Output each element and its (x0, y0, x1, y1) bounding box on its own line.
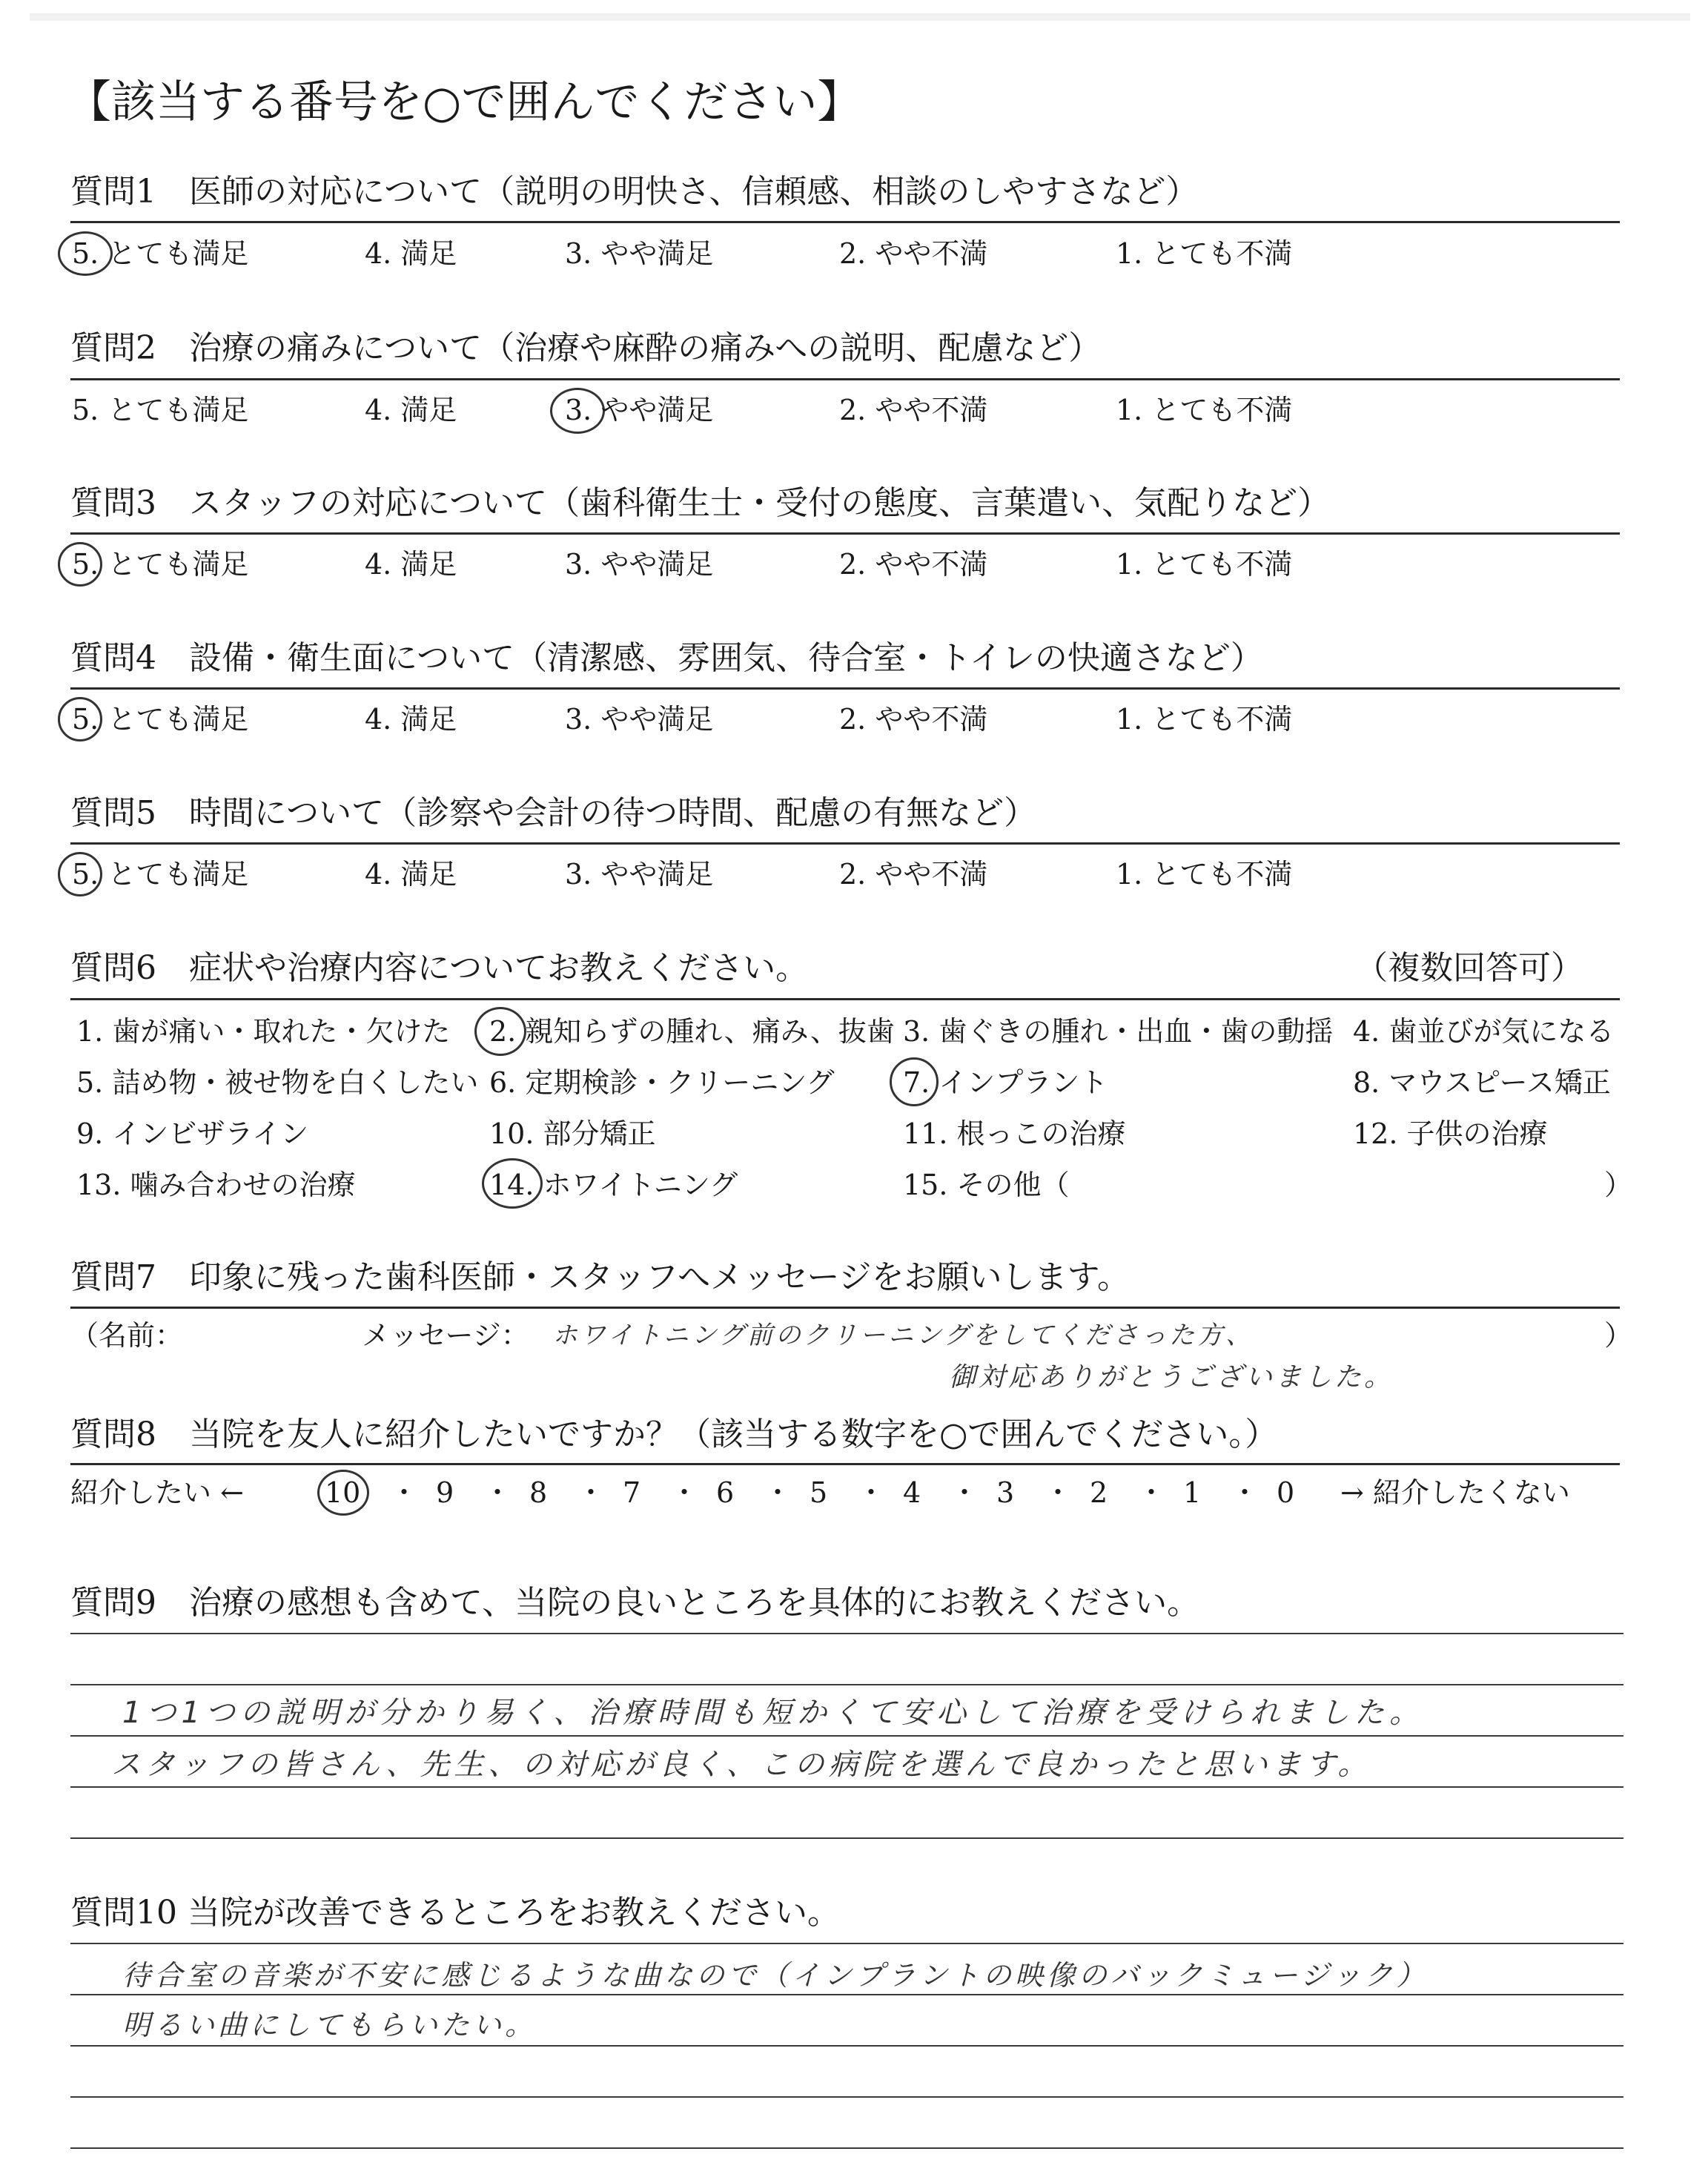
q2-option-3[interactable]: 3. やや満足 (565, 394, 714, 426)
q4-rule (70, 687, 1620, 690)
q8-scale-dot: ・ (857, 1476, 886, 1509)
q2-option-4[interactable]: 4. 満足 (365, 394, 457, 426)
q6-item-12[interactable]: 12. 子供の治療 (1353, 1117, 1548, 1150)
q1-option-4[interactable]: 4. 満足 (365, 237, 457, 270)
q4-option-1[interactable]: 1. とても不満 (1116, 703, 1293, 736)
q8-scale-7[interactable]: 7 (623, 1476, 641, 1509)
q6-item-9[interactable]: 9. インビザライン (76, 1117, 309, 1150)
scan-edge (30, 13, 1690, 21)
q7-message-line2: 御対応ありがとうございました。 (949, 1362, 1394, 1393)
q10-line (70, 2045, 1623, 2047)
q4-option-5[interactable]: 5. とても満足 (72, 703, 249, 736)
q10-line (70, 2096, 1623, 2098)
q8-scale-dot: ・ (1137, 1476, 1166, 1509)
q5-option-1[interactable]: 1. とても不満 (1116, 858, 1293, 891)
q6-item-11[interactable]: 11. 根っこの治療 (903, 1117, 1126, 1150)
q8-title: 質問8 当院を友人に紹介したいですか？（該当する数字を○で囲んでください。） (70, 1416, 1278, 1453)
q6-item-4[interactable]: 4. 歯並びが気になる (1353, 1015, 1615, 1048)
q1-rule (70, 221, 1620, 223)
q3-title: 質問3 スタッフの対応について（歯科衛生士・受付の態度、言葉遣い、気配りなど） (70, 484, 1331, 522)
q6-item-15-close: ） (1604, 1169, 1633, 1201)
q8-scale-2[interactable]: 2 (1090, 1476, 1108, 1509)
q10-line (70, 2147, 1623, 2149)
q2-option-2[interactable]: 2. やや不満 (839, 394, 988, 426)
q8-scale-dot: ・ (577, 1476, 606, 1509)
q8-scale-5[interactable]: 5 (810, 1476, 828, 1509)
q6-item-2[interactable]: 2. 親知らずの腫れ、痛み、抜歯 (489, 1015, 895, 1048)
q6-item-15[interactable]: 15. その他（ (903, 1169, 1070, 1201)
q5-option-2[interactable]: 2. やや不満 (839, 858, 988, 891)
q6-title: 質問6 症状や治療内容についてお教えください。 (70, 949, 809, 987)
q1-title: 質問1 医師の対応について（説明の明快さ、信頼感、相談のしやすさなど） (70, 173, 1199, 211)
q8-scale-4[interactable]: 4 (903, 1476, 921, 1509)
q6-item-7[interactable]: 7. インプラント (903, 1066, 1108, 1099)
q10-title: 質問10 当院が改善できるところをお教えください。 (70, 1894, 840, 1932)
q9-line (70, 1837, 1623, 1839)
q6-rule (70, 998, 1620, 1000)
q8-scale-dot: ・ (1044, 1476, 1073, 1509)
q8-scale-dot: ・ (390, 1476, 419, 1509)
q9-line (70, 1684, 1623, 1685)
q5-option-5[interactable]: 5. とても満足 (72, 858, 249, 891)
q8-left-label: 紹介したい ← (70, 1476, 244, 1509)
q5-rule (70, 842, 1620, 845)
q9-line (70, 1735, 1623, 1737)
q2-option-5[interactable]: 5. とても満足 (72, 394, 249, 426)
q7-title: 質問7 印象に残った歯科医師・スタッフへメッセージをお願いします。 (70, 1258, 1130, 1296)
q7-close-paren: ） (1604, 1319, 1633, 1352)
q1-option-2[interactable]: 2. やや不満 (839, 237, 988, 270)
q7-name-label: （名前： (70, 1319, 184, 1352)
q4-option-3[interactable]: 3. やや満足 (565, 703, 714, 736)
q9-line (70, 1633, 1623, 1634)
q5-option-4[interactable]: 4. 満足 (365, 858, 457, 891)
q10-answer-line2: 明るい曲にしてもらいたい。 (122, 2009, 537, 2041)
q5-title: 質問5 時間について（診察や会計の待つ時間、配慮の有無など） (70, 794, 1037, 832)
q8-scale-10[interactable]: 10 (325, 1476, 361, 1509)
q3-rule (70, 532, 1620, 535)
q3-option-1[interactable]: 1. とても不満 (1116, 548, 1293, 581)
q3-option-2[interactable]: 2. やや不満 (839, 548, 988, 581)
q8-scale-dot: ・ (764, 1476, 792, 1509)
q2-option-1[interactable]: 1. とても不満 (1116, 394, 1293, 426)
q7-message-label: メッセージ： (362, 1319, 529, 1352)
q3-option-5[interactable]: 5. とても満足 (72, 548, 249, 581)
q6-item-3[interactable]: 3. 歯ぐきの腫れ・出血・歯の動揺 (903, 1015, 1334, 1048)
q8-scale-dot: ・ (483, 1476, 512, 1509)
q6-item-14[interactable]: 14. ホワイトニング (489, 1169, 738, 1201)
q8-scale-9[interactable]: 9 (436, 1476, 454, 1509)
q10-line (70, 1994, 1623, 1995)
q6-item-1[interactable]: 1. 歯が痛い・取れた・欠けた (76, 1015, 451, 1048)
q8-scale-8[interactable]: 8 (529, 1476, 548, 1509)
q9-title: 質問9 治療の感想も含めて、当院の良いところを具体的にお教えください。 (70, 1584, 1200, 1622)
q8-rule (70, 1463, 1620, 1465)
q3-option-4[interactable]: 4. 満足 (365, 548, 457, 581)
q6-item-8[interactable]: 8. マウスピース矯正 (1353, 1066, 1611, 1099)
q6-multi-note: （複数回答可） (1355, 949, 1583, 987)
q6-item-13[interactable]: 13. 噛み合わせの治療 (76, 1169, 356, 1201)
q9-line (70, 1786, 1623, 1788)
q8-scale-dot: ・ (670, 1476, 699, 1509)
q8-scale-1[interactable]: 1 (1183, 1476, 1202, 1509)
q4-title: 質問4 設備・衛生面について（清潔感、雰囲気、待合室・トイレの快適さなど） (70, 639, 1263, 677)
q10-answer-line1: 待合室の音楽が不安に感じるような曲なので（インプラントの映像のバックミュージック） (122, 1959, 1429, 1992)
q9-answer-line2: スタッフの皆さん、先生、の対応が良く、この病院を選んで良かったと思います。 (111, 1748, 1372, 1782)
q9-answer-line1: 1つ1つの説明が分かり易く、治療時間も短かくて安心して治療を受けられました。 (122, 1696, 1425, 1730)
q6-item-5[interactable]: 5. 詰め物・被せ物を白くしたい (76, 1066, 479, 1099)
q6-item-6[interactable]: 6. 定期検診・クリーニング (489, 1066, 835, 1099)
page-title: 【該当する番号を○で囲んでください】 (67, 76, 862, 128)
q8-scale-dot: ・ (950, 1476, 979, 1509)
q10-line (70, 1943, 1623, 1944)
q8-scale-dot: ・ (1231, 1476, 1260, 1509)
q1-option-1[interactable]: 1. とても不満 (1116, 237, 1293, 270)
q7-message-line1: ホワイトニング前のクリーニングをしてくださった方、 (552, 1321, 1254, 1350)
q6-item-10[interactable]: 10. 部分矯正 (489, 1117, 656, 1150)
q7-rule (70, 1307, 1620, 1309)
q1-option-5[interactable]: 5. とても満足 (72, 237, 249, 270)
q8-scale-0[interactable]: 0 (1277, 1476, 1295, 1509)
q8-scale-3[interactable]: 3 (996, 1476, 1015, 1509)
q2-title: 質問2 治療の痛みについて（治療や麻酔の痛みへの説明、配慮など） (70, 329, 1102, 367)
q3-option-3[interactable]: 3. やや満足 (565, 548, 714, 581)
q8-scale-6[interactable]: 6 (716, 1476, 735, 1509)
q2-rule (70, 378, 1620, 380)
q5-option-3[interactable]: 3. やや満足 (565, 858, 714, 891)
q4-option-2[interactable]: 2. やや不満 (839, 703, 988, 736)
q1-option-3[interactable]: 3. やや満足 (565, 237, 714, 270)
q8-right-label: → 紹介したくない (1340, 1476, 1570, 1509)
q4-option-4[interactable]: 4. 満足 (365, 703, 457, 736)
